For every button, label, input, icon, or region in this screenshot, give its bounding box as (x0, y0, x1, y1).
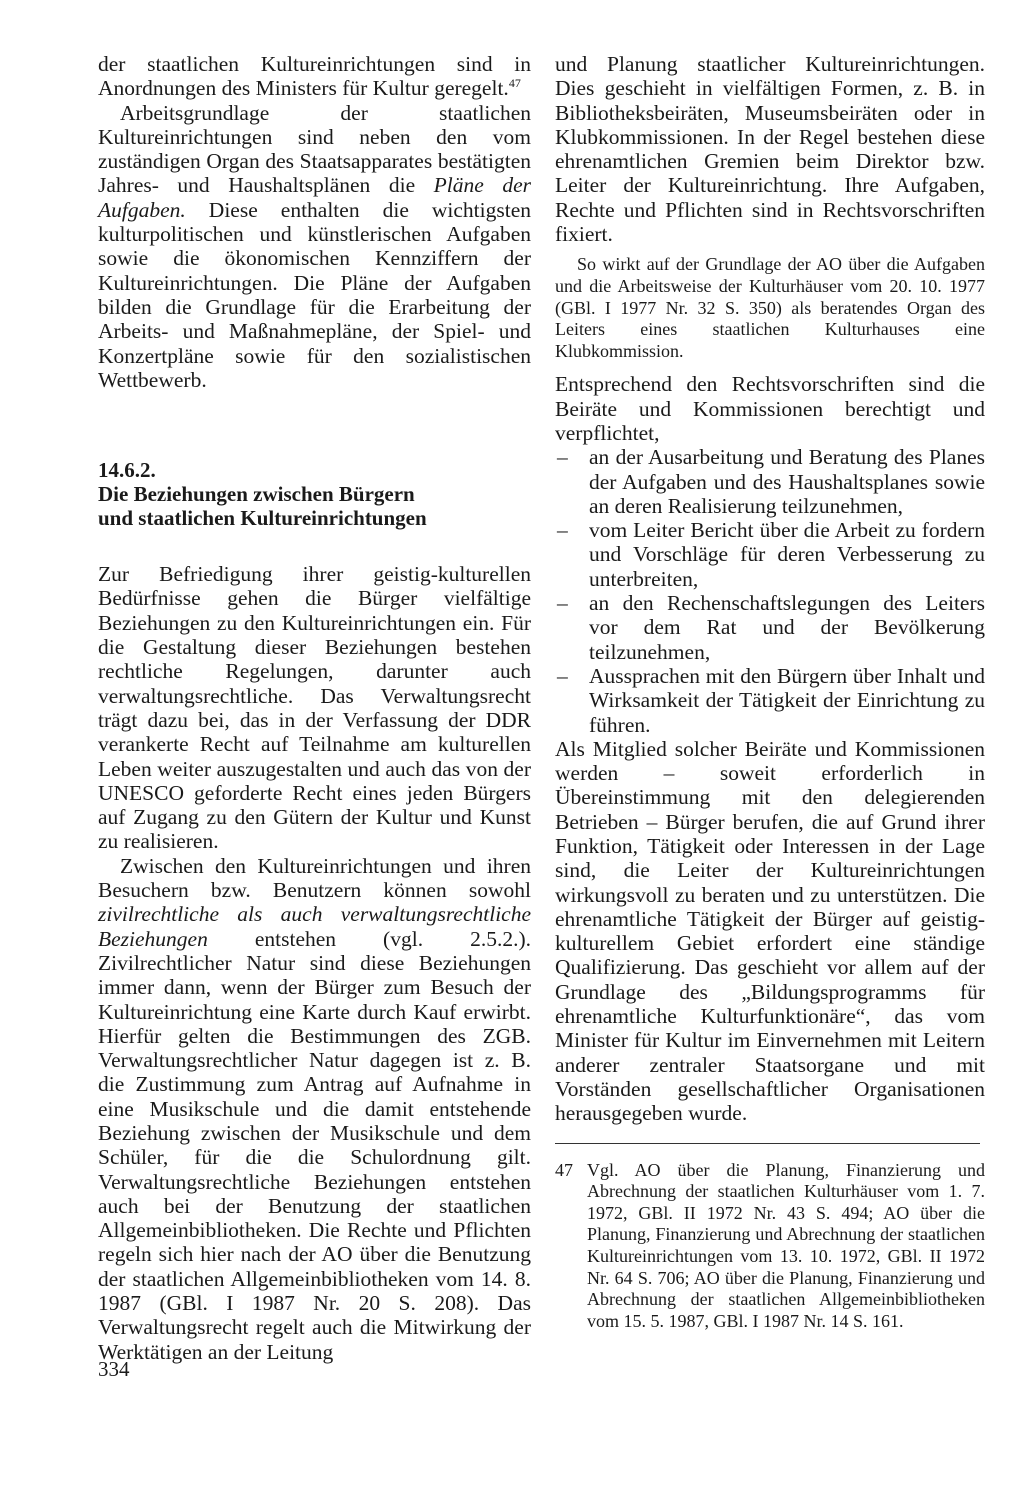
list-item: – vom Leiter Bericht über die Arbeit zu fordern und Vorschläge für deren Verbesserung zu unterbreiten, (555, 518, 985, 591)
paragraph-zwischen: Zwischen den Kultureinrichtungen und ihren Besuchern bzw. Benutzern können sowohl zivilrechtliche als auch verwaltungsrechtliche Beziehungen entstehen (vgl. 2.5.2.). Zivilrechtlicher Natur sind diese Beziehungen immer dann, wenn der Bürger zum Besuch der Kultureinrichtung eine Karte durch Kauf erwirbt. Hierfür gelten die Bestimmungen des ZGB. Verwaltungsrechtlicher Natur dagegen ist z. B. die Zustimmung zum Antrag auf Aufnahme in eine Musikschule und die damit entstehende Beziehung zwischen der Musikschule und dem Schüler, für die die Schulordnung gilt. Verwaltungsrechtliche Beziehungen entstehen auch bei der Benutzung der staatlichen Allgemeinbibliotheken. Die Rechte und Pflichten regeln sich hier nach der AO über die Benutzung der staatlichen Allgemeinbibliotheken vom 14. 8. 1987 (GBl. I 1987 Nr. 20 S. 208). Das Verwaltungsrecht regelt auch die Mitwirkung der Werktätigen an der Leitung (98, 853, 531, 1364)
emphasis-beziehungen: zivilrechtliche als auch verwaltungsrechtliche Beziehungen (98, 902, 531, 951)
section-title-line-1: Die Beziehungen zwischen Bürgern (98, 482, 415, 507)
footnote-text: Vgl. AO über die Planung, Finanzierung und Abrechnung der staatlichen Kulturhäuser vom 1. 7. 1972, GBl. II 1972 Nr. 43 S. 494; AO über die Planung, Finanzierung und Abrechnung der staatlichen Kultureinrichtungen vom 13. 10. 1972, GBl. II 1972 Nr. 64 S. 706; AO über die Planung, Finanzierung und Abrechnung der staatlichen Allgemeinbibliotheken vom 15. 5. 1987, GBl. I 1987 Nr. 14 S. 161. (587, 1159, 985, 1331)
emphasis-plaene: Pläne der Aufgaben. (98, 173, 531, 222)
small-print-note (555, 254, 985, 362)
list-item: – an den Rechenschaftslegungen des Leiters vor dem Rat und der Bevölkerung teilzunehmen, (555, 591, 985, 664)
paragraph-klubkommission: So wirkt auf der Grundlage der AO über die Aufgaben und die Arbeitsweise der Kulturhäuser vom 20. 10. 1977 (GBl. I 1977 Nr. 32 S. 350) als beratendes Organ des Leiters eines staatlichen Kulturhauses eine Klubkommission. (555, 254, 985, 361)
list-item: – an der Ausarbeitung und Beratung des Planes der Aufgaben und des Haushaltsplanes sowie an deren Realisierung teilzunehmen, (555, 445, 985, 518)
section-heading (98, 458, 531, 530)
paragraph-continued: der staatlichen Kultureinrichtungen sind in Anordnungen des Ministers für Kultur geregelt.$^{47}$ (98, 52, 531, 101)
footnote (555, 1160, 985, 1333)
section-number: 14.6.2. (98, 458, 156, 483)
paragraph-befriedigung: Zur Befriedigung ihrer geistig-kulturellen Bedürfnisse gehen die Bürger vielfältige Beziehungen zu den Kultureinrichtungen ein. Für die Gestaltung dieser Beziehungen bestehen rechtliche Regelungen, darunter auch verwaltungsrechtliche. Das Verwaltungsrecht trägt dazu bei, das in der Verfassung der DDR verankerte Recht auf Teilnahme am kulturellen Leben weiter auszugestalten und auch das von der UNESCO geforderte Recht eines jeden Bürgers auf Zugang zu den Gütern der Kultur und Kunst zu realisieren. (98, 562, 531, 854)
duties-list (555, 445, 985, 737)
paragraph-mitglied: Als Mitglied solcher Beiräte und Kommissionen werden – soweit erforderlich in Übereinstimmung mit den delegierenden Betrieben – Bürger berufen, die auf Grund ihrer Funktion, Tätigkeit oder Interessen in der Lage sind, die Leiter der Kultureinrichtungen wirkungsvoll zu beraten und zu unterstützen. Die ehrenamtliche Tätigkeit der Bürger auf geistig-kulturellem Gebiet erfordert eine ständige Qualifizierung. Das geschieht vor allem auf der Grundlage des „Bildungsprogramms für ehrenamtliche Kulturfunktionäre“, das vom Minister für Kultur im Einvernehmen mit Leitern anderer zentraler Staatsorgane und mit Vorständen gesellschaftlicher Organisationen herausgegeben wurde. (555, 736, 985, 1126)
page-number: 334 (98, 1357, 130, 1381)
section-title-line-2: und staatlichen Kultureinrichtungen (98, 506, 427, 531)
paragraph-entsprechend: Entsprechend den Rechtsvorschriften sind die Beiräte und Kommissionen berechtigt und verpflichtet, (555, 372, 985, 445)
paragraph-planung: und Planung staatlicher Kultureinrichtungen. Dies geschieht in vielfältigen Formen, z. B. in Bibliotheksbeiräten, Museumsbeiräten oder in Klubkommissionen. In der Regel bestehen diese ehrenamtlichen Gremien beim Direktor bzw. Leiter der Kultureinrichtung. Ihre Aufgaben, Rechte und Pflichten sind in Rechtsvorschriften fixiert. (555, 52, 985, 247)
paragraph-arbeitsgrundlage: Arbeitsgrundlage der staatlichen Kultureinrichtungen sind neben den vom zuständigen Organ des Staatsapparates bestätigten Jahres- und Haushaltsplänen die Pläne der Aufgaben. Diese enthalten die wichtigsten kulturpolitischen und künstlerischen Aufgaben sowie die ökonomischen Kennziffern der Kultureinrichtungen. Die Pläne der Aufgaben bilden die Grundlage für die Erarbeitung der Arbeits- und Maßnahmepläne, der Spiel- und Konzertpläne sowie für den sozialistischen Wettbewerb. (98, 100, 531, 392)
footnote-divider (555, 1143, 980, 1144)
right-column (555, 52, 985, 1332)
footnote-number: 47 (555, 1159, 573, 1180)
footnote-ref: 47 (508, 76, 521, 91)
list-item: – Aussprachen mit den Bürgern über Inhalt und Wirksamkeit der Tätigkeit der Einrichtung zu führen. (555, 664, 985, 737)
left-column (98, 52, 531, 1364)
